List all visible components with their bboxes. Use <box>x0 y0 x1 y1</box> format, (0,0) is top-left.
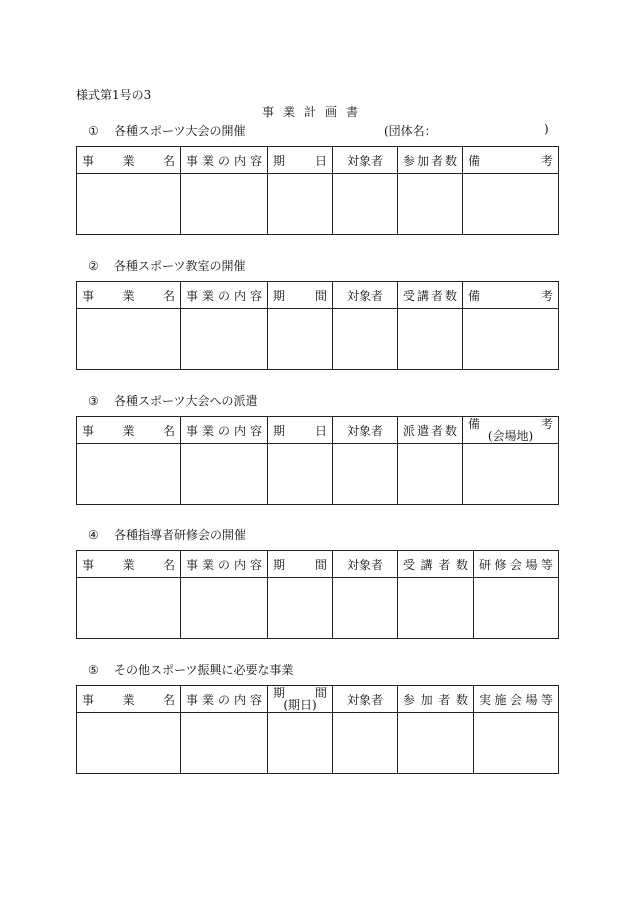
entry-cell[interactable] <box>398 713 474 774</box>
entry-cell[interactable] <box>463 444 559 505</box>
header-cell <box>463 147 559 174</box>
table-header-row <box>77 417 559 444</box>
header-cell <box>181 551 268 578</box>
entry-cell[interactable] <box>333 713 398 774</box>
header-label: 期 日 <box>273 153 327 168</box>
section-4-table <box>76 550 559 639</box>
table-row <box>77 713 559 774</box>
header-label: 事 業 の 内 容 <box>186 288 262 303</box>
section-4-title <box>88 526 246 543</box>
header-cell <box>268 686 333 713</box>
header-label: 事 業 名 <box>82 288 175 303</box>
entry-cell[interactable] <box>181 713 268 774</box>
section-4-label: 各種指導者研修会の開催 <box>114 528 247 542</box>
entry-cell[interactable] <box>77 174 181 235</box>
entry-cell[interactable] <box>181 174 268 235</box>
entry-cell[interactable] <box>181 578 268 639</box>
header-cell <box>398 686 474 713</box>
header-label: 事 業 名 <box>82 153 175 168</box>
section-1-table <box>76 146 559 235</box>
entry-cell[interactable] <box>398 578 474 639</box>
entry-cell[interactable] <box>268 444 333 505</box>
table-header-row <box>77 282 559 309</box>
section-5-number: ⑤ <box>88 663 99 677</box>
section-2-number: ② <box>88 259 99 273</box>
organization-label: (団体名： <box>384 124 437 138</box>
header-stacked-label <box>468 418 553 442</box>
entry-cell[interactable] <box>333 309 398 370</box>
table-row <box>77 444 559 505</box>
entry-cell[interactable] <box>268 309 333 370</box>
section-2-table <box>76 281 559 370</box>
entry-cell[interactable] <box>333 444 398 505</box>
entry-cell[interactable] <box>333 174 398 235</box>
section-5-label: その他スポーツ振興に必要な事業 <box>114 663 294 677</box>
header-cell <box>268 282 333 309</box>
header-label: 事 業 名 <box>82 557 175 572</box>
header-cell <box>474 686 559 713</box>
entry-cell[interactable] <box>77 444 181 505</box>
organization-close: ) <box>544 122 549 136</box>
entry-cell[interactable] <box>268 713 333 774</box>
header-label: 事 業 の 内 容 <box>186 153 262 168</box>
header-label: 対象者 <box>346 423 383 438</box>
header-label: 事 業 の 内 容 <box>186 423 262 438</box>
header-label: 参 加 者 数 <box>403 153 457 168</box>
header-cell <box>333 282 398 309</box>
header-label: 研 修 会 場 等 <box>479 557 553 572</box>
header-cell <box>463 417 559 444</box>
entry-cell[interactable] <box>474 713 559 774</box>
table-header-row <box>77 686 559 713</box>
header-label: 期 間 <box>273 557 327 572</box>
section-2-title <box>88 257 246 274</box>
entry-cell[interactable] <box>77 713 181 774</box>
header-cell <box>398 282 463 309</box>
header-cell <box>463 282 559 309</box>
header-label: 事 業 名 <box>82 423 175 438</box>
header-label: 備 考 <box>468 153 553 168</box>
header-label: 期 日 <box>273 423 327 438</box>
table-header-row <box>77 147 559 174</box>
entry-cell[interactable] <box>398 174 463 235</box>
entry-cell[interactable] <box>268 578 333 639</box>
entry-cell[interactable] <box>474 578 559 639</box>
header-label: 備 考 <box>468 288 553 303</box>
section-3-table <box>76 416 559 505</box>
header-cell <box>77 282 181 309</box>
header-label: 事 業 の 内 容 <box>186 692 262 707</box>
section-3-title <box>88 392 258 409</box>
header-label: 受 講 者 数 <box>403 557 468 572</box>
entry-cell[interactable] <box>463 309 559 370</box>
entry-cell[interactable] <box>463 174 559 235</box>
header-cell <box>77 417 181 444</box>
entry-cell[interactable] <box>77 309 181 370</box>
entry-cell[interactable] <box>398 444 463 505</box>
table-row <box>77 309 559 370</box>
header-cell <box>398 551 474 578</box>
organization-name <box>384 122 549 139</box>
form-number: 様式第1号の3 <box>76 88 152 102</box>
header-label: 対象者 <box>346 692 383 707</box>
header-label: 事 業 名 <box>82 692 175 707</box>
section-5-table <box>76 685 559 774</box>
section-3-number: ③ <box>88 394 99 408</box>
header-cell <box>268 417 333 444</box>
header-label: 対象者 <box>346 557 383 572</box>
table-row <box>77 578 559 639</box>
section-4-number: ④ <box>88 528 99 542</box>
header-label: 備 考 <box>468 417 553 431</box>
header-cell <box>77 551 181 578</box>
header-label: 派 遣 者 数 <box>403 423 457 438</box>
header-cell <box>181 417 268 444</box>
header-sub-label: (期日) <box>283 698 317 712</box>
header-label: 事 業 の 内 容 <box>186 557 262 572</box>
header-label: 参 加 者 数 <box>403 692 468 707</box>
section-1-number: ① <box>88 124 99 138</box>
entry-cell[interactable] <box>181 444 268 505</box>
header-cell <box>398 147 463 174</box>
header-cell <box>77 147 181 174</box>
section-3-label: 各種スポーツ大会への派遣 <box>114 394 258 408</box>
entry-cell[interactable] <box>398 309 463 370</box>
section-5-title <box>88 661 294 678</box>
section-1-title <box>88 122 246 139</box>
header-cell <box>333 417 398 444</box>
header-cell <box>333 686 398 713</box>
header-label: 対象者 <box>346 288 383 303</box>
header-cell <box>268 551 333 578</box>
section-1-label: 各種スポーツ大会の開催 <box>114 124 246 138</box>
table-row <box>77 174 559 235</box>
header-label: 受 講 者 数 <box>403 288 457 303</box>
header-cell <box>268 147 333 174</box>
header-stacked-label <box>273 687 327 711</box>
header-cell <box>474 551 559 578</box>
entry-cell[interactable] <box>181 309 268 370</box>
table-header-row <box>77 551 559 578</box>
header-label: 期 間 <box>273 288 327 303</box>
entry-cell[interactable] <box>268 174 333 235</box>
header-cell <box>181 686 268 713</box>
section-2-label: 各種スポーツ教室の開催 <box>114 259 246 273</box>
entry-cell[interactable] <box>77 578 181 639</box>
header-cell <box>181 282 268 309</box>
header-cell <box>333 147 398 174</box>
header-cell <box>77 686 181 713</box>
entry-cell[interactable] <box>333 578 398 639</box>
header-label: 期 間 <box>273 686 327 700</box>
header-sub-label: (会場地) <box>487 429 534 443</box>
header-cell <box>181 147 268 174</box>
header-label: 実 施 会 場 等 <box>479 692 553 707</box>
header-cell <box>333 551 398 578</box>
header-cell <box>398 417 463 444</box>
document-title: 事業計画書 <box>262 105 368 119</box>
header-label: 対象者 <box>346 153 383 168</box>
